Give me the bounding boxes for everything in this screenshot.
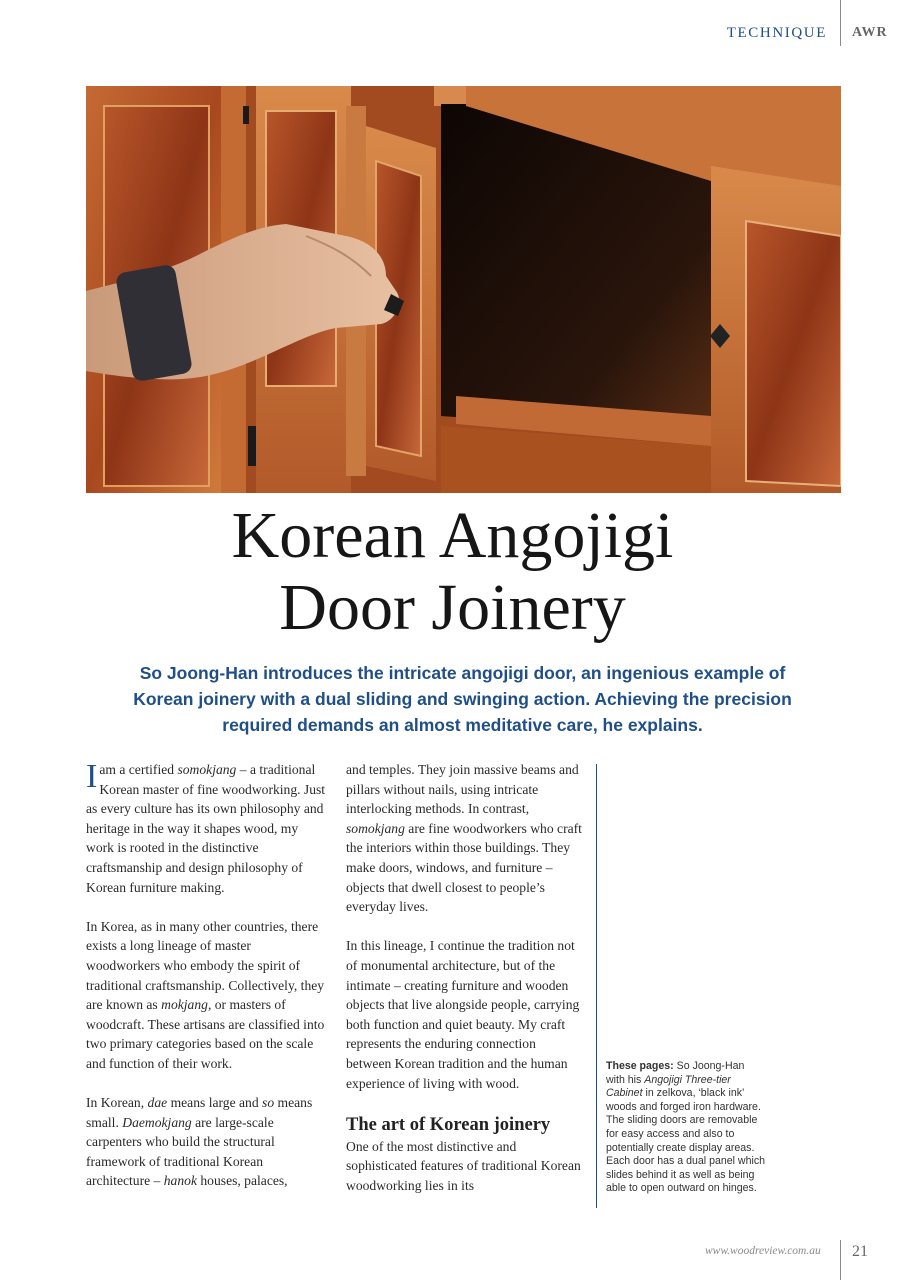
paragraph: Iam a certified somokjang – a traditional Korean master of fine woodworking. Just as every culture has its own philosophy and heritage in the way it shapes wood, my work is rooted in the distinctive craftsmanship and design philosophy of Korean furniture making. — [86, 758, 326, 895]
magazine-logo: AWR — [852, 25, 888, 40]
lower-hinge — [248, 426, 256, 466]
section-label: TECHNIQUE — [726, 25, 827, 41]
body-column-2 — [346, 760, 584, 1215]
paragraph: and temples. They join massive beams and pillars without nails, using intricate interlocking methods. In contrast, somokjang are fine woodworkers who craft the interiors within those buildings. They make doors, windows, and furniture – objects that dwell closest to people’s everyday lives. — [346, 762, 582, 915]
right-door-panel — [746, 221, 841, 486]
photo-caption: These pages: So Joong-Han with his Angojigi Three-tier Cabinet in zelkova, ‘black ink’ woods and forged iron hardware. The sliding doors are removable for easy access and also to potentially create display areas. Each door has a dual panel which slides behind it as well as being able to open outward on hinges. — [606, 1060, 766, 1195]
caption-rule — [596, 764, 597, 1208]
article-title — [0, 500, 905, 644]
drop-cap: I — [86, 758, 98, 795]
paragraph: In Korea, as in many other countries, there exists a long lineage of master woodworkers who embody the spirit of traditional craftsmanship. Collectively, they are known as mokjang, or masters of woodcraft. These artisans are classified into two primary categories based on the scale and function of their work. — [86, 918, 325, 1071]
hero-photo — [86, 86, 841, 493]
page-number: 21 — [852, 1243, 868, 1260]
standfirst: So Joong-Han introduces the intricate angojigi door, an ingenious example of Korean joinery with a dual sliding and swinging action. Achieving the precision required demands an almost meditative care, he explains. — [133, 663, 792, 735]
paragraph: One of the most distinctive and sophisticated features of traditional Korean woodworking lies in its — [346, 1138, 581, 1193]
paragraph: In Korean, dae means large and so means small. Daemokjang are large-scale carpenters who build the structural framework of traditional Korean architecture – hanok houses, palaces, — [86, 1095, 313, 1189]
website-url[interactable]: www.woodreview.com.au — [705, 1245, 821, 1257]
body-column-1 — [86, 760, 326, 1211]
paragraph: In this lineage, I continue the tradition not of monumental architecture, but of the intimate – creating furniture and wooden objects that live alongside people, carrying both function and quiet beauty. My craft represents the enduring connection between Korean tradition and the human experience of living with wood. — [346, 938, 580, 1091]
header-divider — [840, 0, 841, 46]
title-line-1: Korean Angojigi — [231, 499, 674, 572]
subheading: The art of Korean joinery — [346, 1114, 551, 1135]
footer-divider — [840, 1240, 841, 1280]
title-line-2: Door Joinery — [279, 571, 626, 644]
hinge — [243, 106, 249, 124]
